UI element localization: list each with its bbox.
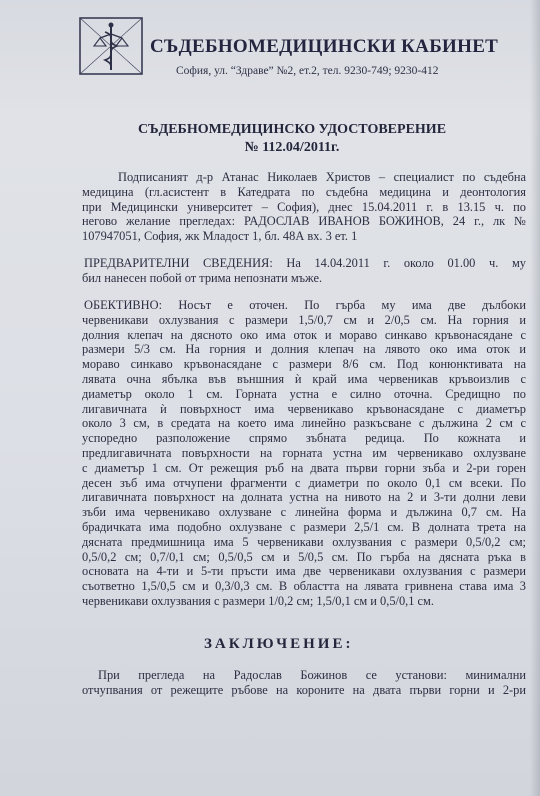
caduceus-logo-icon — [78, 16, 144, 76]
text-line: брадичката има подобно охлузване с размери 2,5/1 см. В долната трета на — [82, 519, 526, 534]
text-line: медицина (гл.асистент в Катедрата по съдебна медицина и деонтология — [82, 184, 526, 199]
text-line: бил нанесен побой от трима непознати мъже. — [82, 270, 323, 285]
text-line: червеникави охлузвания с размери 1,5/0,7 см и 2/0,5 см. На горния и — [82, 312, 526, 327]
text-line: предлигавичната повърхности на горната устна им червеникаво охлузване — [82, 445, 526, 460]
page-edge-shadow — [530, 0, 540, 796]
text-line: лявата очна ябълка във външния ѝ край има червеникав кръвоизлив с — [82, 371, 526, 386]
text-line: лигавичната повърхност на долната устна на нивото на 2 и 3-ти долни леви — [82, 490, 526, 505]
text-line: зъби има червеникаво охлузване с линейна форма и дължина 0,7 см. На — [82, 505, 526, 520]
text-line: червеникави охлузвания с размери 1/0,2 см; 1,5/0,1 см и 0,5/0,1 см. — [82, 593, 434, 608]
text-line: при Медицински университет – София), днес 15.04.2011 г. в 13.15 ч. по — [82, 199, 526, 214]
intro-paragraph — [82, 170, 526, 244]
text-line: 0,5/0,2 см; 0,7/0,1 см; 0,5/0,5 см и 5/0,5 см. По гърба на дясната ръка в — [82, 549, 526, 564]
letterhead — [78, 10, 530, 90]
text-line: Подписаният д-р Атанас Николаев Христов – специалист по съдебна — [118, 170, 526, 184]
text-line: лигавичната ѝ повърхност има червеникаво кръвонасядане с диаметър — [82, 401, 526, 416]
text-line: ОБЕКТИВНО: Носът е оточен. По гърба му има две дълбоки — [84, 298, 526, 312]
organization-name: СЪДЕБНОМЕДИЦИНСКИ КАБИНЕТ — [150, 36, 499, 57]
text-line: негово желание прегледах: РАДОСЛАВ ИВАНОВ БОЖИНОВ, 24 г., лк № — [82, 214, 526, 229]
document-number: № 112.04/2011г. — [244, 140, 340, 155]
text-line: При прегледа на Радослав Божинов се установи: минимални — [98, 668, 526, 682]
text-line: основата на 4-ти и 5-ти пръсти има две червеникави охлузвания с размери — [82, 564, 526, 579]
text-line: съответно 1,5/0,5 см и 0,3/0,3 см. В областта на лявата гривнена става има 3 — [82, 579, 526, 594]
text-line: десен зъб има отчупени фрагменти с диаметри по около 0,1 см всеки. По — [82, 475, 526, 490]
text-line: успоредно разположение спрямо зъбната редица. По кожната и — [82, 431, 526, 446]
document-title: СЪДЕБНОМЕДИЦИНСКО УДОСТОВЕРЕНИЕ — [137, 122, 447, 137]
text-line: диаметър около 1 см. Горната устна е силно оточна. Средищно по — [82, 386, 526, 401]
text-line: с диаметър 1 см. От режещия ръб на двата първи горни зъба и 2-ри горен — [82, 460, 526, 475]
conclusion-paragraph — [82, 668, 526, 698]
organization-address: София, ул. “Здраве” №2, ет.2, тел. 9230-749; 9230-412 — [176, 65, 439, 77]
text-line: ПРЕДВАРИТЕЛНИ СВЕДЕНИЯ: На 14.04.2011 г. около 01.00 ч. му — [84, 256, 526, 270]
preliminary-paragraph — [82, 256, 526, 286]
text-line: размери 5/3 см. На горния и долния клепач на лявото око има оток и — [82, 342, 526, 357]
text-line: дясната предмишница има 5 червеникави охлузвания с размери 0,5/0,2 см; — [82, 534, 526, 549]
text-line: долния клепач на дясното око има оток и мораво синкаво кръвонасядане с — [82, 327, 526, 342]
text-line: 107947051, София, жк Младост 1, бл. 48А вх. 3 ет. 1 — [82, 229, 358, 244]
text-line: мораво синкаво кръвонасядане с размери 8/6 см. Под конюнктивата на — [82, 357, 526, 372]
text-line: около 3 см, в средата на което има линейно разкъсване с дължина 2 см с — [82, 416, 526, 431]
objective-paragraph — [82, 298, 526, 609]
text-line: отчупвания от режещите ръбове на короните на двата първи горни и 2-ри — [82, 682, 526, 697]
conclusion-heading: ЗАКЛЮЧЕНИЕ: — [204, 636, 354, 652]
